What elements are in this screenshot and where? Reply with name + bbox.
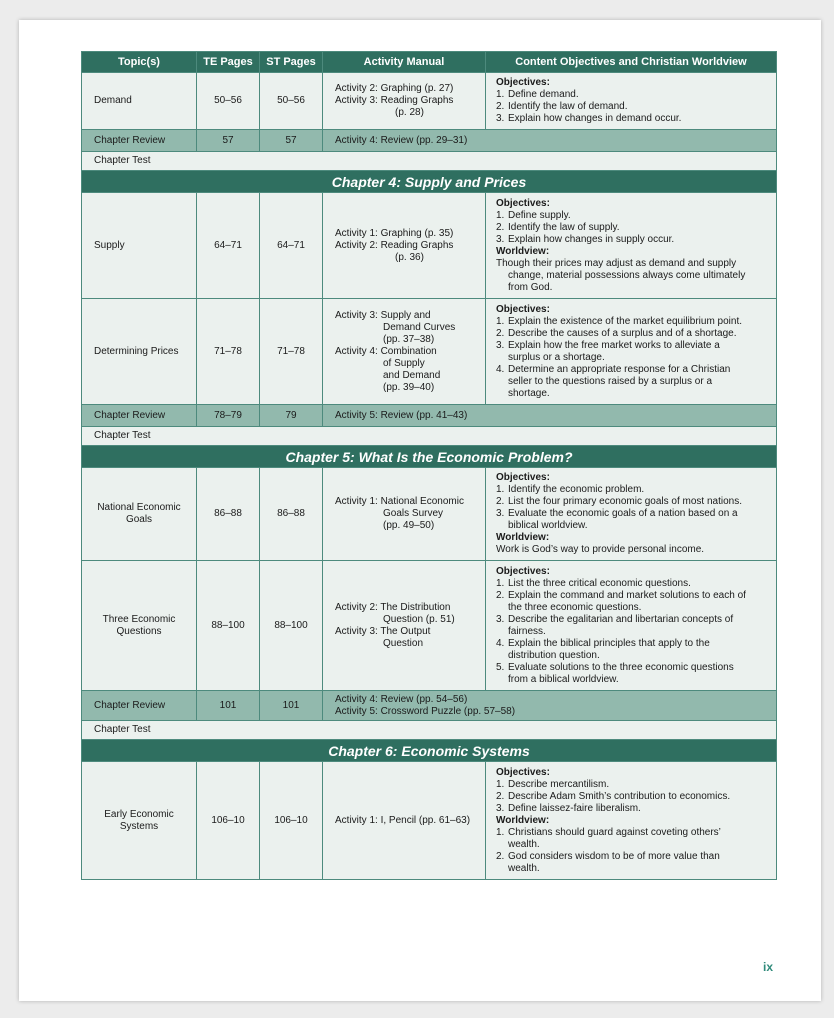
chapter-review-row: Chapter Review 101 101 Activity 4: Review (pp. 54–56) Activity 5: Crossword Puzzle (pp. 57–58) bbox=[82, 691, 777, 721]
st-pages-cell: 50–56 bbox=[260, 73, 323, 130]
chapter-test-row: Chapter Test bbox=[82, 721, 777, 740]
list-item: 2. Identify the law of supply. bbox=[496, 221, 620, 233]
list-item: 2. Explain the command and market solutions to each of the three economic questions. bbox=[496, 589, 746, 613]
list-item: 3. Describe the egalitarian and libertarian concepts of fairness. bbox=[496, 613, 734, 637]
header-objectives: Content Objectives and Christian Worldview bbox=[486, 52, 777, 73]
list-item: 5. Evaluate solutions to the three economic questions from a biblical worldview. bbox=[496, 661, 734, 685]
chapter-heading-row bbox=[82, 446, 777, 468]
te-pages-cell: 50–56 bbox=[197, 73, 260, 130]
list-item: 3. Explain how changes in demand occur. bbox=[496, 113, 682, 124]
objectives-cell: Objectives: 1. Define demand. 2. Identify the law of demand. 3. Explain how changes in demand occur. bbox=[486, 73, 777, 130]
header-st-pages: ST Pages bbox=[260, 52, 323, 73]
list-item: 3. Define laissez-faire liberalism. bbox=[496, 802, 641, 814]
chapter-review-row: Chapter Review 57 57 Activity 4: Review (pp. 29–31) bbox=[82, 130, 777, 152]
list-item: 3. Explain how changes in supply occur. bbox=[496, 233, 675, 245]
lesson-plan-table bbox=[81, 51, 777, 880]
list-item: 1. Define supply. bbox=[496, 209, 571, 221]
table-row bbox=[82, 73, 777, 130]
chapter-test-row: Chapter Test bbox=[82, 152, 777, 171]
table-row: Early Economic Systems 106–10 106–10 Activity 1: I, Pencil (pp. 61–63) Objectives: 1. Describe mercantilism. 2. Describe Adam Smith’s contribution to economics. 3. Define laissez-faire liberalism. Worldview: 1. Christians should guard against coveting others’ wealth. 2. God considers wisdom to be of more value than wealth. bbox=[82, 762, 777, 880]
list-item: 1. Christians should guard against coveting others’ wealth. bbox=[496, 826, 721, 850]
chapter-heading-row bbox=[82, 740, 777, 762]
list-item: 2. List the four primary economic goals of most nations. bbox=[496, 496, 742, 507]
header-topics: Topic(s) bbox=[82, 52, 197, 73]
list-item: 1. Describe mercantilism. bbox=[496, 778, 610, 790]
list-item: 4. Explain the biblical principles that apply to the distribution question. bbox=[496, 637, 710, 661]
chapter-title: Chapter 6: Economic Systems bbox=[82, 740, 777, 762]
list-item: 3. Evaluate the economic goals of a nation based on a biblical worldview. bbox=[496, 508, 738, 531]
list-item: 3. Explain how the free market works to alleviate a surplus or a shortage. bbox=[496, 339, 720, 363]
table-header-row bbox=[82, 52, 777, 73]
chapter-title: Chapter 5: What Is the Economic Problem? bbox=[82, 446, 777, 468]
chapter-test-row: Chapter Test bbox=[82, 427, 777, 446]
topic-cell: Demand bbox=[82, 73, 197, 130]
list-item: 1. Identify the economic problem. bbox=[496, 484, 645, 495]
page-number: ix bbox=[763, 960, 774, 974]
chapter-title: Chapter 4: Supply and Prices bbox=[82, 171, 777, 193]
header-te-pages: TE Pages bbox=[197, 52, 260, 73]
chapter-heading-row bbox=[82, 171, 777, 193]
table-row: Supply 64–71 64–71 Activity 1: Graphing (p. 35) Activity 2: Reading Graphs (p. 36) Objectives: 1. Define supply. 2. Identify the law of supply. 3. Explain how changes in supply occur. Worldview: Though their prices may adjust as demand and supply change, material possessions always come ultimately from God. bbox=[82, 193, 777, 299]
table-row: Determining Prices 71–78 71–78 Activity 3: Supply and Demand Curves (pp. 37–38) Activity 4: Combination of Supply and Demand (pp. 39–40) Objectives: 1. Explain the existence of the market equilibrium point. 2. Describe the causes of a surplus and of a shortage. 3. Explain how the free market works to alleviate a surplus or a shortage. 4. Determine an appropriate response for a Christian seller to the questions raised by a surplus or a shortage. bbox=[82, 299, 777, 405]
table-row: National Economic Goals 86–88 86–88 Activity 1: National Economic Goals Survey (pp. 49–50) Objectives: 1. Identify the economic problem. 2. List the four primary economic goals of most nations. 3. Evaluate the economic goals of a nation based on a biblical worldview. Worldview: Work is God’s way to provide personal income. bbox=[82, 468, 777, 561]
list-item: 1. List the three critical economic questions. bbox=[496, 577, 691, 589]
chapter-review-row: Chapter Review 78–79 79 Activity 5: Review (pp. 41–43) bbox=[82, 405, 777, 427]
header-activity-manual: Activity Manual bbox=[323, 52, 486, 73]
list-item: 4. Determine an appropriate response for a Christian seller to the questions raised by a surplus or a shortage. bbox=[496, 363, 731, 399]
list-item: 2. God considers wisdom to be of more value than wealth. bbox=[496, 850, 720, 874]
list-item: 2. Identify the law of demand. bbox=[496, 101, 628, 112]
document-page bbox=[19, 20, 821, 1001]
activity-cell: Activity 2: Graphing (p. 27) Activity 3: Reading Graphs (p. 28) bbox=[323, 73, 486, 130]
list-item: 2. Describe Adam Smith’s contribution to economics. bbox=[496, 790, 731, 802]
list-item: 1. Explain the existence of the market equilibrium point. bbox=[496, 315, 743, 327]
table-row: Three Economic Questions 88–100 88–100 Activity 2: The Distribution Question (p. 51) Activity 3: The Output Question Objectives: 1. List the three critical economic questions. 2. Explain the command and market solutions to each of the three economic questions. 3. Describe the egalitarian and libertarian concepts of fairness. 4. Explain the biblical principles that apply to the distribution question. 5. Evaluate solutions to the three economic questions from a biblical worldview. bbox=[82, 561, 777, 691]
list-item: 2. Describe the causes of a surplus and of a shortage. bbox=[496, 327, 737, 339]
list-item: 1. Define demand. bbox=[496, 89, 579, 100]
